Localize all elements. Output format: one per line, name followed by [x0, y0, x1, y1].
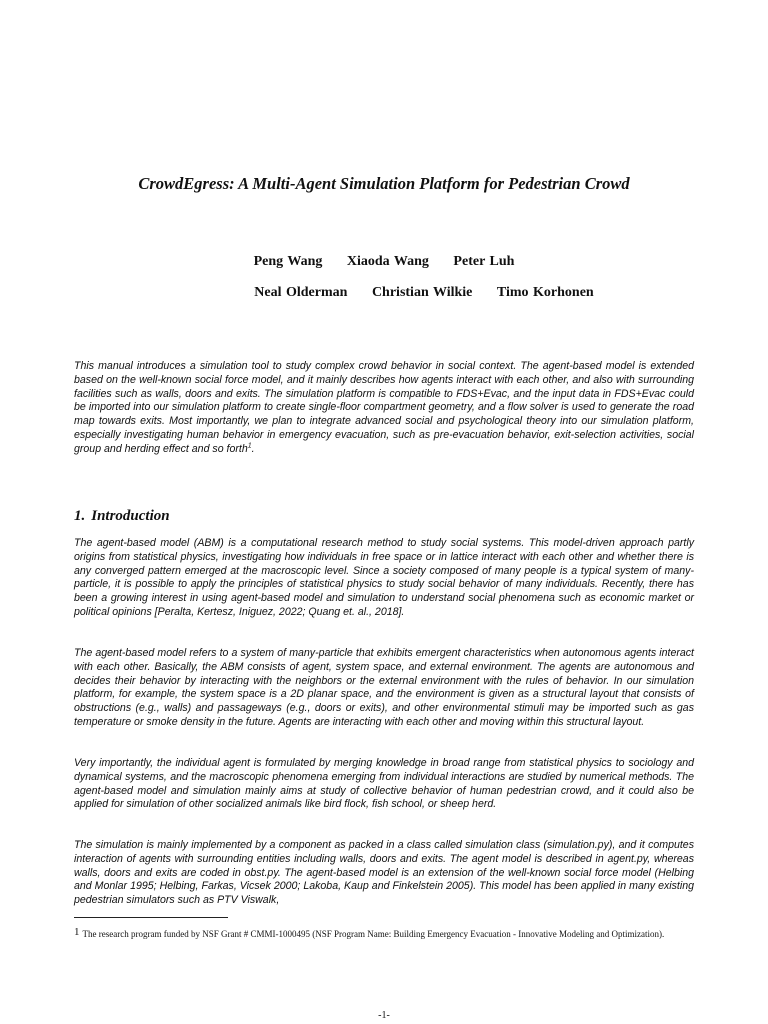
footnote-reference[interactable]: 1 [247, 442, 252, 450]
body-paragraph: The simulation is mainly implemented by a component as packed in a class called simulation class (simulation.py), and it computes interaction of agents with surrounding entities including walls, doors and exits. The agent model is described in agent.py, whereas walls, doors and exits are coded in obst.py. The agent-based model is an extension of the well-known social force model (Helbing and Monlar 1995; Helbing, Farkas, Vicsek 2000; Lakoba, Kaup and Finkelstein 2005). This model has been applied in many existing pedestrian simulators such as PTV Viswalk, [74, 839, 694, 907]
section-heading-introduction [74, 508, 170, 525]
body-paragraph: The agent-based model (ABM) is a computational research method to study social systems. This model-driven approach partly origins from statistical physics, investigating how individuals in free space or in lattice interact with each other and whether there is any converged pattern emerged at the macroscopic level. Since a society composed of many people is a typical system of many-particle, it is possible to apply the principles of statistical physics to study social behavior of many individuals. Recently, there has been a growing interest in using agent-based model and simulation to understand social phenomena such as economic market or political opinions [Peralta, Kertesz, Iniguez, 2022; Quang et. al., 2018]. [74, 537, 694, 618]
footnote-text: The research program funded by NSF Grant # CMMI-1000495 (NSF Program Name: Building Emergency Evacuation - Innovative Modeling and Optimization). [82, 929, 665, 939]
author-name: Christian Wilkie [371, 285, 473, 300]
body-paragraph: Very importantly, the individual agent is formulated by merging knowledge in broad range from statistical physics to sociology and dynamical systems, and the macroscopic phenomena emerging from individual interactions are studied by numerical methods. The agent-based model and simulation mainly aims at study of collective behavior of human pedestrian crowd, and it could also be applied for simulation of other socialized animals like bird flock, fish school, or sheep herd. [74, 757, 694, 811]
author-name: Peter Luh [453, 254, 515, 269]
abstract-end: . [251, 442, 255, 455]
document-title: CrowdEgress: A Multi-Agent Simulation Platform for Pedestrian Crowd [138, 174, 630, 193]
page-number: -1- [378, 1010, 390, 1021]
body-paragraph: The agent-based model refers to a system of many-particle that exhibits emergent characteristics when autonomous agents interact with each other. Basically, the ABM consists of agent, system space, and external environment. The agents are autonomous and decides their behavior by interacting with the neighbors or the external environment with the rules of behavior. In our simulation platform, for example, the system space is a 2D planar space, and the environment is given as a structural layout that consists of obstructions (e.g., walls) and passageways (e.g., doors or exits), and other environmental stimuli may be imported such as gas temperature or smoke density in the future. Agents are interacting with each other and moving within this structural layout. [74, 647, 694, 728]
footnote-divider [74, 917, 228, 918]
section-number: 1. [74, 508, 86, 524]
author-name: Timo Korhonen [496, 285, 594, 300]
author-name: Neal Olderman [254, 285, 348, 300]
author-name: Peng Wang [253, 254, 323, 269]
footnote-mark: 1 [74, 926, 80, 938]
author-list-row-1 [0, 254, 768, 270]
abstract-text: This manual introduces a simulation tool to study complex crowd behavior in social context. The agent-based model is extended based on the well-known social force model, and it mainly describes how agents interact with each other, and also with surrounding facilities such as walls, doors and exits. The simulation platform is compatible to FDS+Evac, and the input data in FDS+Evac could be imported into our simulation platform to create single-floor compartment geometry, and a flow solver is used to generate the road map towards exits. Most importantly, we plan to integrate advanced social and psychological theory into our simulation platform, especially investigating human behavior in emergency evacuation, such as pre-evacuation behavior, exit-selection activities, social group and herding effect and so forth [74, 360, 694, 455]
section-title: Introduction [91, 508, 170, 524]
footnote [74, 926, 694, 941]
author-list-row-2 [40, 285, 768, 301]
abstract [74, 360, 694, 457]
author-name: Xiaoda Wang [346, 254, 429, 269]
